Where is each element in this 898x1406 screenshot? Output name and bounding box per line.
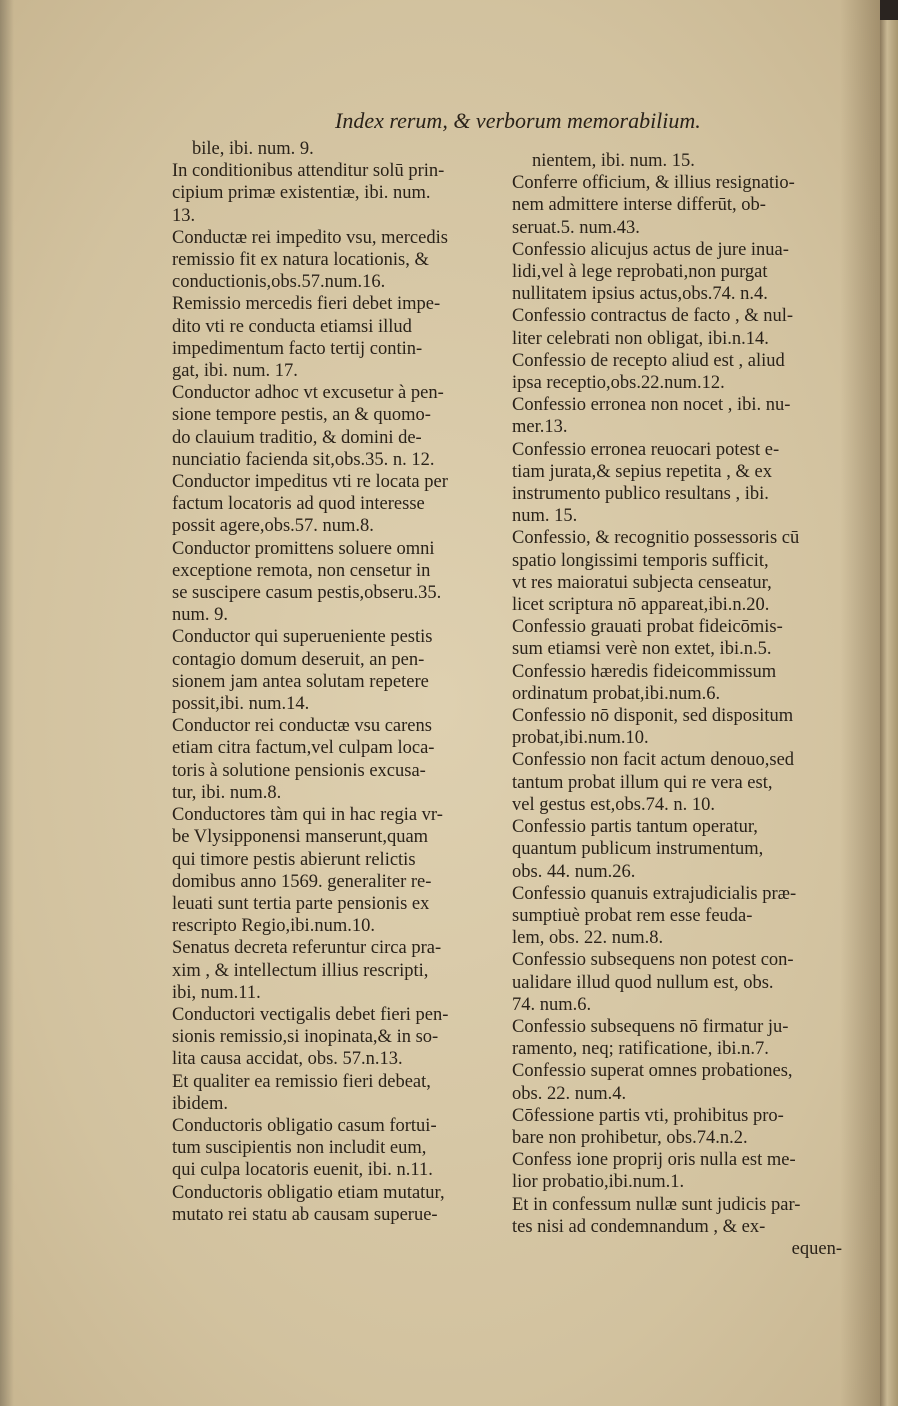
index-entry	[512, 305, 842, 349]
index-entry-line: Senatus decreta referuntur circa pra-	[172, 938, 442, 959]
index-entry-line: Remissio mercedis fieri debet impe-	[172, 294, 441, 315]
index-entry	[512, 1149, 842, 1193]
index-entry-line: qui culpa locatoris euenit, ibi. n.11.	[172, 1160, 433, 1181]
index-entry	[512, 661, 842, 705]
index-entry-line: etiam citra factum,vel culpam loca-	[172, 738, 435, 759]
index-entry-line: sionem jam antea solutam repetere	[172, 671, 429, 692]
index-entry-line: Et qualiter ea remissio fieri debeat,	[172, 1071, 431, 1092]
index-entry	[172, 715, 494, 804]
index-entry-line: obs. 44. num.26.	[512, 861, 636, 882]
index-entry-line: Confessio alicujus actus de jure inua-	[512, 239, 789, 260]
index-entry-line: Confessio hæredis fideicommissum	[512, 661, 777, 682]
index-entry	[512, 350, 842, 394]
index-entry-line: Confessio de recepto aliud est , aliud	[512, 350, 785, 371]
index-entry	[172, 937, 494, 1004]
index-entry-line: do clauium traditio, & domini de-	[172, 427, 422, 448]
index-entry-line: sione tempore pestis, an & quomo-	[172, 405, 431, 426]
index-entry	[172, 626, 494, 715]
index-entry	[172, 138, 494, 160]
index-entry-line: sumptiuè probat rem esse feuda-	[512, 905, 753, 926]
index-entry-line: ordinatum probat,ibi.num.6.	[512, 683, 721, 704]
index-entry-line: factum locatoris ad quod interesse	[172, 494, 425, 515]
index-entry	[512, 172, 842, 239]
index-entry-line: possit agere,obs.57. num.8.	[172, 516, 374, 537]
index-column-left	[172, 138, 494, 1226]
index-entry-line: qui timore pestis abierunt relictis	[172, 849, 416, 870]
index-entry-line: tantum probat illum qui re vera est,	[512, 772, 773, 793]
index-entry-line: nullitatem ipsius actus,obs.74. n.4.	[512, 284, 768, 305]
index-entry-line: liter celebrati non obligat, ibi.n.14.	[512, 328, 769, 349]
index-entry-line: Conductor impeditus vti re locata per	[172, 472, 448, 493]
index-entry	[172, 1182, 494, 1226]
index-entry-line: be Vlysipponensi manserunt,quam	[172, 827, 429, 848]
index-entry-line: nunciatio facienda sit,obs.35. n. 12.	[172, 449, 435, 470]
index-entry-line: xim , & intellectum illius rescripti,	[172, 960, 429, 981]
index-entry	[512, 816, 842, 883]
index-entry	[172, 1071, 494, 1115]
index-entry	[172, 227, 494, 294]
index-entry-line: Cōfessione partis vti, prohibitus pro-	[512, 1105, 784, 1126]
index-entry-line: Confess ione proprij oris nulla est me-	[512, 1150, 796, 1171]
index-entry-line: Confessio contractus de facto , & nul-	[512, 306, 794, 327]
index-entry-line: domibus anno 1569. generaliter re-	[172, 871, 432, 892]
index-entry	[512, 1105, 842, 1149]
index-entry-line: 74. num.6.	[512, 994, 592, 1015]
index-entry-line: impedimentum facto tertij contin-	[172, 338, 423, 359]
index-entry-line: quantum publicum instrumentum,	[512, 839, 764, 860]
index-entry	[512, 949, 842, 1016]
index-entry-line: Confessio superat omnes probationes,	[512, 1061, 793, 1082]
index-entry-line: ibi, num.11.	[172, 982, 261, 1003]
index-entry	[512, 439, 842, 528]
index-entry-line: Conferre officium, & illius resignatio-	[512, 173, 795, 194]
index-entry-line: se suscipere casum pestis,obseru.35.	[172, 583, 442, 604]
index-entry	[512, 883, 842, 950]
index-entry-line: leuati sunt tertia parte pensionis ex	[172, 893, 430, 914]
adjacent-page-edge	[880, 20, 898, 1406]
index-entry-line: cipium primæ existentiæ, ibi. num.	[172, 183, 431, 204]
index-entry-line: possit,ibi. num.14.	[172, 694, 310, 715]
index-entry-line: licet scriptura nō appareat,ibi.n.20.	[512, 595, 770, 616]
running-head: Index rerum, & verborum memorabilium.	[335, 108, 701, 133]
index-entry-line: tur, ibi. num.8.	[172, 782, 282, 803]
index-entry-line: Confessio erronea reuocari potest e-	[512, 439, 780, 460]
index-entry-line: ibidem.	[172, 1093, 229, 1114]
index-entry-line: toris à solutione pensionis excusa-	[172, 760, 426, 781]
index-entry-line: ipsa receptio,obs.22.num.12.	[512, 373, 725, 394]
index-entry-line: ualidare illud quod nullum est, obs.	[512, 972, 774, 993]
index-entry-line: tum suscipientis non includit eum,	[172, 1138, 427, 1159]
index-entry	[512, 1194, 842, 1238]
index-entry-line: num. 9.	[172, 605, 229, 626]
index-entry-line: Confessio, & recognitio possessoris cū	[512, 528, 800, 549]
index-entry-line: num. 15.	[512, 506, 578, 527]
index-entry-line: mutato rei statu ab causam superue-	[172, 1204, 438, 1225]
index-entry	[512, 239, 842, 306]
index-entry-line: remissio fit ex natura locationis, &	[172, 250, 429, 271]
index-entry-line: obs. 22. num.4.	[512, 1083, 627, 1104]
index-entry	[172, 160, 494, 227]
index-entry-line: Confessio erronea non nocet , ibi. nu-	[512, 395, 791, 416]
index-entry	[512, 1060, 842, 1104]
index-entry	[512, 1016, 842, 1060]
index-entry	[512, 527, 842, 616]
index-entry-line: mer.13.	[512, 417, 568, 438]
index-entry-line: Confessio nō disponit, sed dispositum	[512, 706, 794, 727]
index-entry-line: conductionis,obs.57.num.16.	[172, 272, 386, 293]
index-entry-line: dito vti re conducta etiamsi illud	[172, 316, 412, 337]
index-entry-line: Conductor adhoc vt excusetur à pen-	[172, 383, 444, 404]
index-entry-line: exceptione remota, non censetur in	[172, 560, 431, 581]
index-entry-line: Confessio subsequens nō firmatur ju-	[512, 1016, 789, 1037]
index-entry-line: nientem, ibi. num. 15.	[532, 151, 695, 171]
index-entry	[512, 394, 842, 438]
index-entry-line: vel gestus est,obs.74. n. 10.	[512, 794, 715, 815]
index-entry-line: Confessio quanuis extrajudicialis præ-	[512, 883, 797, 904]
index-entry-line: Confessio partis tantum operatur,	[512, 817, 758, 838]
index-entry-line: sionis remissio,si inopinata,& in so-	[172, 1027, 439, 1048]
index-entry-line: Conductoris obligatio casum fortui-	[172, 1115, 437, 1136]
index-entry-line: spatio longissimi temporis sufficit,	[512, 550, 769, 571]
index-entry-line: lem, obs. 22. num.8.	[512, 928, 664, 949]
index-entry	[172, 1004, 494, 1071]
index-entry-line: lior probatio,ibi.num.1.	[512, 1172, 685, 1193]
index-entry	[172, 471, 494, 538]
index-entry-line: rescripto Regio,ibi.num.10.	[172, 916, 375, 937]
index-entry-line: gat, ibi. num. 17.	[172, 361, 298, 382]
index-entry-line: In conditionibus attenditur solū prin-	[172, 161, 445, 182]
index-column-right	[512, 150, 842, 1260]
index-entry	[512, 150, 842, 172]
index-entry	[512, 749, 842, 816]
index-entry-line: sum etiamsi verè non extet, ibi.n.5.	[512, 639, 772, 660]
index-entry-line: bare non prohibetur, obs.74.n.2.	[512, 1127, 748, 1148]
index-entry	[172, 538, 494, 627]
index-entry-line: ramento, neq; ratificatione, ibi.n.7.	[512, 1039, 769, 1060]
index-entry-line: Confessio subsequens non potest con-	[512, 950, 794, 971]
index-entry-line: Conductores tàm qui in hac regia vr-	[172, 805, 443, 826]
index-entry-line: instrumento publico resultans , ibi.	[512, 484, 769, 505]
index-entry	[512, 705, 842, 749]
index-entry	[172, 293, 494, 382]
catchword: equen-	[791, 1238, 842, 1259]
index-entry	[512, 616, 842, 660]
index-entry-line: Confessio grauati probat fideicōmis-	[512, 617, 783, 638]
index-entry-line: contagio domum deseruit, an pen-	[172, 649, 425, 670]
index-entry-line: vt res maioratui subjecta censeatur,	[512, 572, 772, 593]
index-entry-line: Conductor promittens soluere omni	[172, 538, 435, 559]
index-entry	[172, 382, 494, 471]
index-entry-line: Conductoris obligatio etiam mutatur,	[172, 1182, 445, 1203]
index-entry	[172, 804, 494, 937]
index-entry-line: probat,ibi.num.10.	[512, 728, 649, 749]
index-entry-line: Conductor rei conductæ vsu carens	[172, 716, 432, 737]
index-entry-line: 13.	[172, 205, 196, 226]
index-entry-line: Conductori vectigalis debet fieri pen-	[172, 1004, 449, 1025]
index-entry-line: lidi,vel à lege reprobati,non purgat	[512, 262, 768, 283]
index-entry-line: Et in confessum nullæ sunt judicis par-	[512, 1194, 801, 1215]
index-entry-line: bile, ibi. num. 9.	[192, 139, 314, 159]
index-entry-line: Conductor qui superueniente pestis	[172, 627, 433, 648]
index-entry-line: Conductæ rei impedito vsu, mercedis	[172, 227, 448, 248]
index-entry-line: nem admittere interse differūt, ob-	[512, 195, 766, 216]
index-entry-line: lita causa accidat, obs. 57.n.13.	[172, 1049, 403, 1070]
index-entry	[172, 1115, 494, 1182]
index-entry-line: seruat.5. num.43.	[512, 217, 640, 238]
index-entry-line: tes nisi ad condemnandum , & ex-	[512, 1216, 766, 1237]
index-entry-line: tiam jurata,& sepius repetita , & ex	[512, 461, 772, 482]
index-entry-line: Confessio non facit actum denouo,sed	[512, 750, 795, 771]
